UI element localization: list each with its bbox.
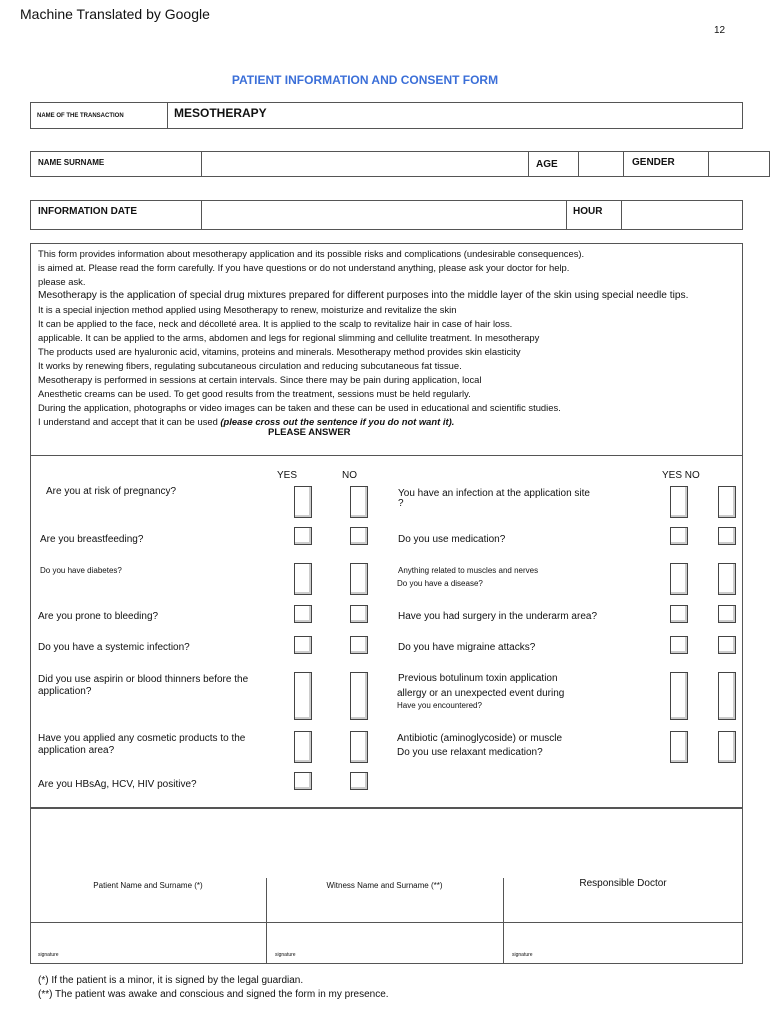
info-line: applicable. It can be applied to the arms, abdomen and legs for regional slimming and cellulite treatment. In mesotherapy (38, 332, 540, 343)
question-botulinum: Previous botulinum toxin application (398, 673, 558, 684)
question-cosmetics-cont: application area? (38, 745, 115, 756)
pregnancy-yes-checkbox[interactable] (294, 486, 312, 518)
antibiotic-no-checkbox[interactable] (718, 731, 736, 763)
cosmetics-yes-checkbox[interactable] (294, 731, 312, 763)
question-migraine: Do you have migraine attacks? (398, 642, 536, 653)
info-line: please ask. (38, 276, 86, 287)
doctor-signature-caption: signature (512, 952, 533, 958)
diabetes-yes-checkbox[interactable] (294, 563, 312, 595)
doctor-signature-label: Responsible Doctor (579, 878, 667, 889)
please-answer: PLEASE ANSWER (268, 427, 351, 438)
botulinum-no-checkbox[interactable] (718, 672, 736, 720)
witness-signature-field[interactable] (267, 923, 502, 963)
systemic-infection-yes-checkbox[interactable] (294, 636, 312, 654)
divider (566, 200, 567, 230)
info-line: is aimed at. Please read the form carefully. If you have questions or do not understand anything, please ask your doctor for help. (38, 262, 570, 273)
question-diabetes: Do you have diabetes? (40, 566, 122, 575)
info-line: It is a special injection method applied using Mesotherapy to renew, moisturize and revitalize the skin (38, 304, 457, 315)
pregnancy-no-checkbox[interactable] (350, 486, 368, 518)
divider (528, 151, 529, 177)
question-pregnancy: Are you at risk of pregnancy? (46, 486, 177, 497)
info-line: This form provides information about mesotherapy application and its possible risks and complications (undesirable consequences). (38, 248, 585, 259)
hour-field[interactable] (622, 201, 742, 229)
info-line: It can be applied to the face, neck and décolleté area. It is applied to the scalp to revitalize hair in case of hair loss. (38, 318, 513, 329)
hbsag-yes-checkbox[interactable] (294, 772, 312, 790)
antibiotic-yes-checkbox[interactable] (670, 731, 688, 763)
age-field[interactable] (579, 152, 622, 176)
info-line: It works by renewing fibers, regulating subcutaneous circulation and reducing subcutaneous fat tissue. (38, 360, 462, 371)
transaction-value: MESOTHERAPY (174, 106, 267, 120)
question-medication: Do you use medication? (398, 534, 506, 545)
footnote-minor: (*) If the patient is a minor, it is signed by the legal guardian. (38, 975, 304, 986)
medication-yes-checkbox[interactable] (670, 527, 688, 545)
migraine-yes-checkbox[interactable] (670, 636, 688, 654)
breastfeeding-yes-checkbox[interactable] (294, 527, 312, 545)
no-header: NO (342, 470, 357, 481)
name-surname-label: NAME SURNAME (38, 158, 105, 167)
divider (623, 151, 624, 177)
infection-site-no-checkbox[interactable] (718, 486, 736, 518)
question-muscles-nerves-cont: Do you have a disease? (397, 579, 483, 588)
question-systemic-infection: Do you have a systemic infection? (38, 642, 190, 653)
bleeding-yes-checkbox[interactable] (294, 605, 312, 623)
question-antibiotic: Antibiotic (aminoglycoside) or muscle (397, 733, 563, 744)
infection-site-yes-checkbox[interactable] (670, 486, 688, 518)
information-text (38, 247, 688, 429)
info-line: Mesotherapy is the application of special drug mixtures prepared for different purposes into the middle layer of the skin using special needle tips. (38, 290, 689, 301)
question-cosmetics: Have you applied any cosmetic products to the (38, 733, 246, 744)
name-surname-field[interactable] (202, 152, 527, 176)
divider (30, 455, 743, 456)
question-muscles-nerves: Anything related to muscles and nerves (398, 566, 539, 575)
question-aspirin-cont: application? (38, 686, 92, 697)
question-hbsag: Are you HBsAg, HCV, HIV positive? (38, 779, 197, 790)
question-botulinum-cont: allergy or an unexpected event during (397, 688, 565, 699)
question-infection-site-cont: ? (398, 498, 404, 509)
underarm-surgery-no-checkbox[interactable] (718, 605, 736, 623)
information-date-label: INFORMATION DATE (38, 206, 138, 217)
cosmetics-no-checkbox[interactable] (350, 731, 368, 763)
witness-signature-label: Witness Name and Surname (**) (326, 881, 443, 890)
patient-signature-field[interactable] (31, 923, 265, 963)
muscles-nerves-no-checkbox[interactable] (718, 563, 736, 595)
hour-label: HOUR (573, 206, 603, 217)
doctor-signature-field[interactable] (504, 923, 742, 963)
cross-out-instruction: (please cross out the sentence if you do not want it). (220, 416, 455, 427)
page-title: PATIENT INFORMATION AND CONSENT FORM (231, 73, 499, 87)
systemic-infection-no-checkbox[interactable] (350, 636, 368, 654)
information-date-field[interactable] (202, 201, 565, 229)
migraine-no-checkbox[interactable] (718, 636, 736, 654)
footnote-witness: (**) The patient was awake and conscious and signed the form in my presence. (38, 989, 389, 1000)
hbsag-no-checkbox[interactable] (350, 772, 368, 790)
diabetes-no-checkbox[interactable] (350, 563, 368, 595)
breastfeeding-no-checkbox[interactable] (350, 527, 368, 545)
question-aspirin: Did you use aspirin or blood thinners before the (38, 674, 249, 685)
medication-no-checkbox[interactable] (718, 527, 736, 545)
bleeding-no-checkbox[interactable] (350, 605, 368, 623)
botulinum-yes-checkbox[interactable] (670, 672, 688, 720)
translation-note: Machine Translated by Google (20, 6, 210, 22)
question-botulinum-cont2: Have you encountered? (397, 701, 482, 710)
yes-no-header: YES NO (662, 470, 700, 481)
question-bleeding: Are you prone to bleeding? (38, 611, 159, 622)
aspirin-no-checkbox[interactable] (350, 672, 368, 720)
aspirin-yes-checkbox[interactable] (294, 672, 312, 720)
yes-header: YES (277, 470, 298, 481)
witness-signature-caption: signature (275, 952, 296, 958)
question-infection-site: You have an infection at the application site (398, 488, 590, 499)
muscles-nerves-yes-checkbox[interactable] (670, 563, 688, 595)
gender-field[interactable] (709, 152, 769, 176)
gender-label: GENDER (632, 157, 675, 168)
info-line-consent (38, 415, 688, 429)
transaction-box (30, 102, 743, 129)
info-line: During the application, photographs or video images can be taken and these can be used in educational and scientific studies. (38, 402, 561, 413)
consent-text: I understand and accept that it can be used (38, 416, 221, 427)
info-line: The products used are hyaluronic acid, vitamins, proteins and minerals. Mesotherapy method provides skin elasticity (38, 346, 521, 357)
divider (167, 102, 168, 129)
question-antibiotic-cont: Do you use relaxant medication? (397, 747, 543, 758)
question-underarm-surgery: Have you had surgery in the underarm area? (398, 611, 598, 622)
patient-signature-label: Patient Name and Surname (*) (93, 881, 203, 890)
patient-signature-caption: signature (38, 952, 59, 958)
info-line: Anesthetic creams can be used. To get good results from the treatment, sessions must be held regularly. (38, 388, 471, 399)
question-breastfeeding: Are you breastfeeding? (40, 534, 144, 545)
info-line: Mesotherapy is performed in sessions at certain intervals. Since there may be pain during application, local (38, 374, 482, 385)
transaction-label: NAME OF THE TRANSACTION (37, 113, 124, 119)
underarm-surgery-yes-checkbox[interactable] (670, 605, 688, 623)
page-number: 12 (714, 25, 726, 36)
age-label: AGE (536, 159, 558, 170)
